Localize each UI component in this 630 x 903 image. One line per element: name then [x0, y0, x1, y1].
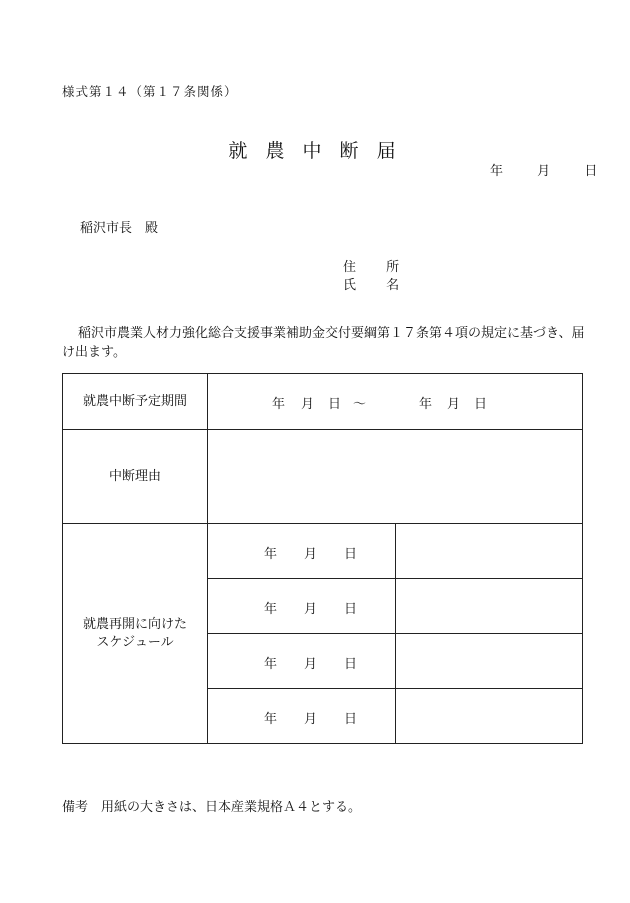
date-month: 月 — [537, 164, 551, 179]
schedule-month: 月 — [304, 712, 318, 727]
period-label: 就農中断予定期間 — [63, 374, 208, 430]
schedule-month: 月 — [304, 547, 318, 562]
schedule-content-1[interactable] — [395, 524, 583, 579]
reason-label: 中断理由 — [63, 430, 208, 524]
schedule-day: 日 — [344, 657, 358, 672]
schedule-content-4[interactable] — [395, 689, 583, 744]
schedule-content-2[interactable] — [395, 579, 583, 634]
date-day: 日 — [584, 164, 598, 179]
period-from-day: 日 — [328, 397, 342, 412]
table-row-period — [63, 374, 583, 430]
period-from-year: 年 — [272, 397, 286, 412]
period-to-year: 年 — [419, 397, 433, 412]
form-number: 様式第１４（第１７条関係） — [62, 84, 238, 99]
reason-field[interactable] — [208, 430, 583, 524]
schedule-label-line-2: スケジュール — [96, 634, 174, 650]
address-label — [343, 256, 399, 275]
schedule-year: 年 — [264, 657, 278, 672]
table-row-schedule — [63, 524, 583, 579]
submission-date — [490, 160, 597, 179]
schedule-day: 日 — [344, 712, 358, 727]
schedule-year: 年 — [264, 712, 278, 727]
addressee: 稲沢市長 殿 — [80, 221, 159, 236]
page-title: 就 農 中 断 届 — [228, 140, 402, 162]
schedule-month: 月 — [304, 657, 318, 672]
period-field[interactable] — [208, 374, 583, 430]
schedule-year: 年 — [264, 547, 278, 562]
table-row-reason — [63, 430, 583, 524]
address-label-char-1: 住 — [343, 260, 357, 275]
form-table — [62, 373, 583, 744]
period-from-month: 月 — [301, 397, 315, 412]
schedule-day: 日 — [344, 547, 358, 562]
schedule-label-line-1: 就農再開に向けた — [82, 616, 187, 632]
schedule-label — [63, 524, 208, 744]
schedule-date-1[interactable] — [208, 524, 396, 579]
schedule-date-2[interactable] — [208, 579, 396, 634]
name-label-char-1: 氏 — [343, 278, 357, 293]
date-year: 年 — [490, 164, 504, 179]
schedule-month: 月 — [304, 602, 318, 617]
body-text: 稲沢市農業人材力強化総合支援事業補助金交付要綱第１７条第４項の規定に基づき、届け出ます。 — [62, 326, 585, 360]
period-separator: ～ — [353, 397, 367, 412]
schedule-year: 年 — [264, 602, 278, 617]
footnote: 備考 用紙の大きさは、日本産業規格Ａ４とする。 — [62, 800, 362, 815]
schedule-content-3[interactable] — [395, 634, 583, 689]
schedule-date-4[interactable] — [208, 689, 396, 744]
address-label-char-2: 所 — [386, 260, 400, 275]
period-to-day: 日 — [474, 397, 488, 412]
schedule-date-3[interactable] — [208, 634, 396, 689]
schedule-day: 日 — [344, 602, 358, 617]
period-to-month: 月 — [447, 397, 461, 412]
name-label-char-2: 名 — [386, 278, 400, 293]
name-label — [343, 274, 399, 293]
